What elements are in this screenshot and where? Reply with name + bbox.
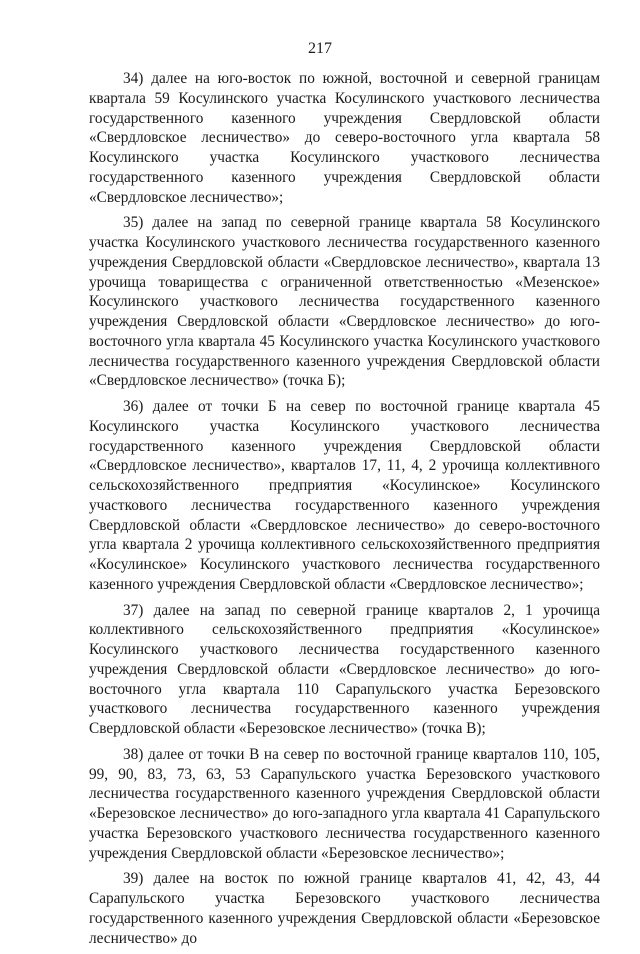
paragraph-39: 39) далее на восток по южной границе кварталов 41, 42, 43, 44 Сарапульского участка Березовского участкового лесничества государственного казенного учреждения Свердловской области «Березовское лесничество» до	[89, 870, 600, 947]
document-body	[89, 69, 600, 954]
paragraph-36: 36) далее от точки Б на север по восточной границе квартала 45 Косулинского участка Косулинского участкового лесничества государственного казенного учреждения Свердловской области «Свердловское лесничество», кварталов 17, 11, 4, 2 урочища коллективного сельскохозяйственного предприятия «Косулинское» Косулинского участкового лесничества государственного казенного учреждения Свердловской области «Свердловское лесничество» до северо-восточного угла квартала 2 урочища коллективного сельскохозяйственного предприятия «Косулинское» Косулинского участкового лесничества государственного казенного учреждения Свердловской области «Свердловское лесничество»;	[89, 398, 600, 593]
paragraph-37: 37) далее на запад по северной границе кварталов 2, 1 урочища коллективного сельскохозяйственного предприятия «Косулинское» Косулинского участкового лесничества государственного казенного учреждения Свердловской области «Свердловское лесничество» до юго-восточного угла квартала 110 Сарапульского участка Березовского участкового лесничества государственного казенного учреждения Свердловской области «Березовское лесничество» (точка В);	[89, 601, 600, 737]
paragraph-38: 38) далее от точки В на север по восточной границе кварталов 110, 105, 99, 90, 83, 73, 63, 53 Сарапульского участка Березовского участкового лесничества государственного казенного учреждения Свердловской области «Березовское лесничество» до юго-западного угла квартала 41 Сарапульского участка Березовского участкового лесничества государственного казенного учреждения Свердловской области «Березовское лесничество»;	[89, 745, 600, 862]
paragraph-34: 34) далее на юго-восток по южной, восточной и северной границам квартала 59 Косулинского участка Косулинского участкового лесничества государственного казенного учреждения Свердловской области «Свердловское лесничество» до северо-восточного угла квартала 58 Косулинского участка Косулинского участкового лесничества государственного казенного учреждения Свердловской области «Свердловское лесничество»;	[89, 70, 600, 206]
paragraph-35: 35) далее на запад по северной границе квартала 58 Косулинского участка Косулинского участкового лесничества государственного казенного учреждения Свердловской области «Свердловское лесничество», квартала 13 урочища товарищества с ограниченной ответственностью «Мезенское» Косулинского участкового лесничества государственного казенного учреждения Свердловской области «Свердловское лесничество» до юго-восточного угла квартала 45 Косулинского участка Косулинского участкового лесничества государственного казенного учреждения Свердловской области «Свердловское лесничество» (точка Б);	[89, 214, 600, 390]
page-number: 217	[308, 40, 332, 57]
